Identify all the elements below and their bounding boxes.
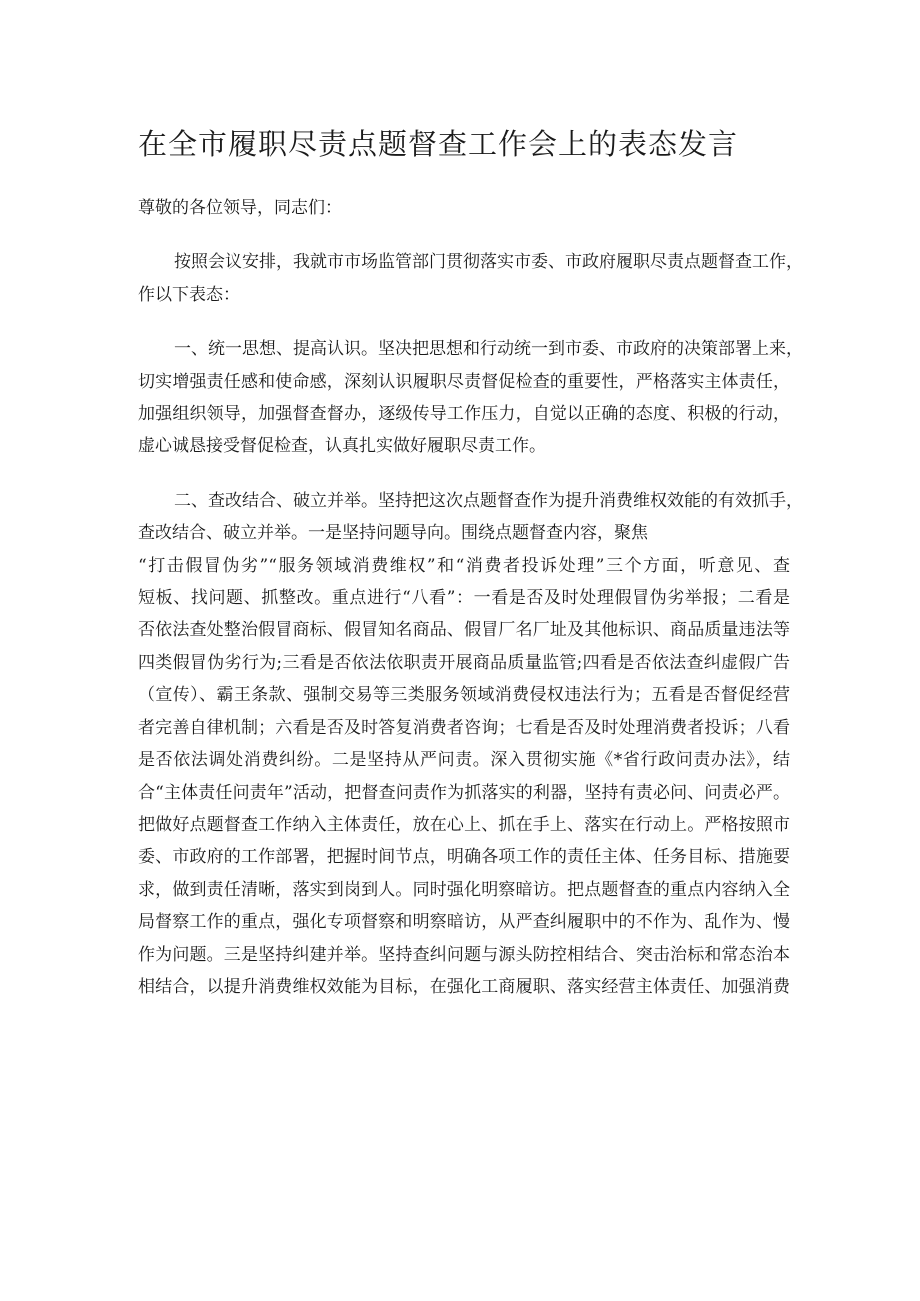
paragraph-line: 按照会议安排，我就市市场监管部门贯彻落实市委、市政府履职尽责点题督查工作， <box>174 252 803 273</box>
paragraph-line: 二、查改结合、破立并举。坚持把这次点题督查作为提升消费维权效能的有效抓手， <box>174 490 803 511</box>
paragraph-line: 切实增强责任感和使命感，深刻认识履职尽责督促检查的重要性，严格落实主体责任， <box>138 371 790 392</box>
paragraph-line: 否依法查处整治假冒商标、假冒知名商品、假冒厂名厂址及其他标识、商品质量违法等 <box>138 620 790 641</box>
paragraph-intro <box>138 246 803 311</box>
document-title: 在全市履职尽责点题督查工作会上的表态发言 <box>138 127 739 161</box>
paragraph-line: 把做好点题督查工作纳入主体责任，放在心上、抓在手上、落实在行动上。严格按照市 <box>138 814 790 835</box>
paragraph-line: （宣传）、霸王条款、强制交易等三类服务领域消费侵权违法行为；五看是否督促经营 <box>138 685 790 706</box>
paragraph-line: 加强组织领导，加强督查督办，逐级传导工作压力，自觉以正确的态度、积极的行动， <box>138 404 790 425</box>
paragraph-line: 作为问题。三是坚持纠建并举。坚持查纠问题与源头防控相结合、突击治标和常态治本 <box>138 944 790 965</box>
paragraph-line: 四类假冒伪劣行为;三看是否依法依职责开展商品质量监管;四看是否依法查纠虚假广告 <box>138 652 790 673</box>
paragraph-line: 相结合，以提升消费维权效能为目标，在强化工商履职、落实经营主体责任、加强消费 <box>138 976 790 997</box>
paragraph-line: 短板、找问题、抓整改。重点进行“八看”：一看是否及时处理假冒伪劣举报；二看是 <box>138 588 790 609</box>
paragraph-line: 委、市政府的工作部署，把握时间节点，明确各项工作的责任主体、任务目标、措施要 <box>138 847 790 868</box>
paragraph-line: 合“主体责任问责年”活动，把督查问责作为抓落实的利器，坚持有责必问、问责必严。 <box>138 782 790 803</box>
paragraph-line: 局督察工作的重点，强化专项督察和明察暗访，从严查纠履职中的不作为、乱作为、慢 <box>138 912 790 933</box>
paragraph-section-2 <box>138 485 803 1004</box>
paragraph-line: 一、统一思想、提高认识。坚决把思想和行动统一到市委、市政府的决策部署上来， <box>174 339 803 360</box>
paragraph-line: 虚心诚恳接受督促检查，认真扎实做好履职尽责工作。 <box>138 436 546 457</box>
salutation: 尊敬的各位领导，同志们： <box>138 198 342 218</box>
document-body <box>138 192 803 1025</box>
paragraph-section-1 <box>138 333 803 463</box>
paragraph-line: “打击假冒伪劣”“服务领域消费维权”和“消费者投诉处理”三个方面，听意见、查 <box>138 555 790 576</box>
paragraph-line: 是否依法调处消费纠纷。二是坚持从严问责。深入贯彻实施《*省行政问责办法》，结 <box>138 750 790 771</box>
paragraph-line: 求，做到责任清晰，落实到岗到人。同时强化明察暗访。把点题督查的重点内容纳入全 <box>138 879 790 900</box>
paragraph-line: 查改结合、破立并举。一是坚持问题导向。围绕点题督查内容，聚焦 <box>138 523 648 544</box>
paragraph-line: 作以下表态： <box>138 284 240 305</box>
paragraph-line: 者完善自律机制；六看是否及时答复消费者咨询；七看是否及时处理消费者投诉；八看 <box>138 717 790 738</box>
